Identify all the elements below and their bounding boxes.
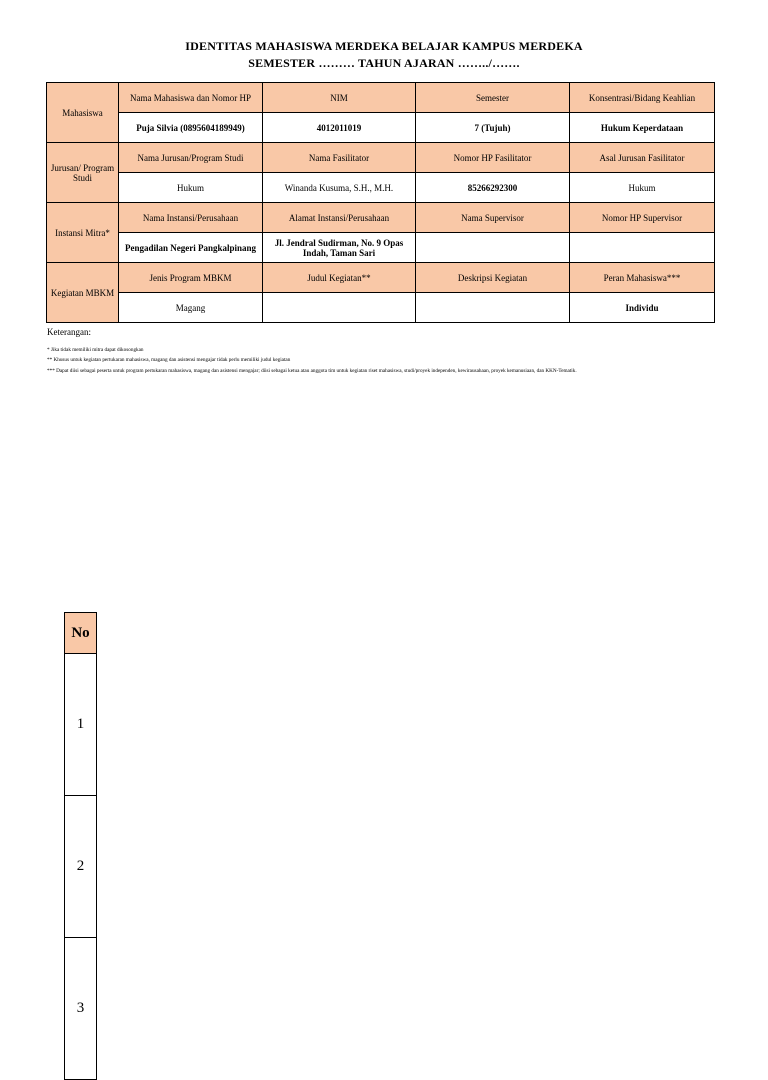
table-row [47, 113, 715, 143]
notes-heading: Keterangan: [47, 327, 91, 337]
number-header: No [65, 613, 97, 654]
header-cell: Nama Mahasiswa dan Nomor HP [119, 83, 263, 113]
header-cell: Judul Kegiatan** [263, 263, 416, 293]
footnote-1: * Jika tidak memiliki mitra dapat dikosongkan [47, 347, 144, 353]
header-cell: Peran Mahasiswa*** [570, 263, 715, 293]
number-table [64, 612, 97, 1080]
value-cell: Individu [570, 293, 715, 323]
header-cell: Nama Fasilitator [263, 143, 416, 173]
header-cell: Asal Jurusan Fasilitator [570, 143, 715, 173]
document-title: IDENTITAS MAHASISWA MERDEKA BELAJAR KAMPUS MERDEKA [185, 39, 583, 53]
footnote-3: *** Dapat diisi sebagai peserta untuk program pertukaran mahasiswa, magang dan asistensi mengajar; diisi sebagai ketua atau anggota tim untuk kegiatan riset mahasiswa, studi/proyek independen, kewirausahaan, proyek kemanusiaan, dan KKN-Tematik. [47, 368, 577, 374]
section-label-jurusan: Jurusan/ Program Studi [47, 143, 119, 203]
table-row [47, 83, 715, 113]
table-row [65, 938, 97, 1080]
value-cell: Magang [119, 293, 263, 323]
value-cell [416, 293, 570, 323]
number-cell: 2 [65, 796, 97, 938]
value-cell: Hukum Keperdataan [570, 113, 715, 143]
section-label-kegiatan: Kegiatan MBKM [47, 263, 119, 323]
header-cell: NIM [263, 83, 416, 113]
value-cell: 85266292300 [416, 173, 570, 203]
header-cell: Semester [416, 83, 570, 113]
header-cell: Nama Supervisor [416, 203, 570, 233]
number-cell: 3 [65, 938, 97, 1080]
value-cell [263, 293, 416, 323]
value-cell: Winanda Kusuma, S.H., M.H. [263, 173, 416, 203]
section-label-instansi: Instansi Mitra* [47, 203, 119, 263]
value-cell: Hukum [119, 173, 263, 203]
header-cell: Alamat Instansi/Perusahaan [263, 203, 416, 233]
table-row [47, 293, 715, 323]
table-row [47, 173, 715, 203]
value-cell: 7 (Tujuh) [416, 113, 570, 143]
value-cell: Hukum [570, 173, 715, 203]
footnote-2: ** Khusus untuk kegiatan pertukaran mahasiswa, magang dan asistensi mengajar tidak perlu memiliki judul kegiatan [47, 357, 291, 363]
header-cell: Nomor HP Fasilitator [416, 143, 570, 173]
header-cell: Jenis Program MBKM [119, 263, 263, 293]
document-subtitle: SEMESTER ……… TAHUN AJARAN ……../……. [248, 56, 520, 70]
value-cell: 4012011019 [263, 113, 416, 143]
table-row [65, 654, 97, 796]
value-cell: Puja Silvia (0895604189949) [119, 113, 263, 143]
identity-table [46, 82, 715, 323]
header-cell: Konsentrasi/Bidang Keahlian [570, 83, 715, 113]
value-cell [416, 233, 570, 263]
table-row [47, 203, 715, 233]
header-cell: Deskripsi Kegiatan [416, 263, 570, 293]
number-cell: 1 [65, 654, 97, 796]
table-row [65, 613, 97, 654]
value-cell [570, 233, 715, 263]
header-cell: Nama Jurusan/Program Studi [119, 143, 263, 173]
table-row [47, 143, 715, 173]
header-cell: Nomor HP Supervisor [570, 203, 715, 233]
table-row [65, 796, 97, 938]
table-row [47, 263, 715, 293]
value-cell: Pengadilan Negeri Pangkalpinang [119, 233, 263, 263]
value-cell: Jl. Jendral Sudirman, No. 9 Opas Indah, Taman Sari [263, 233, 416, 263]
section-label-mahasiswa: Mahasiswa [47, 83, 119, 143]
header-cell: Nama Instansi/Perusahaan [119, 203, 263, 233]
table-row [47, 233, 715, 263]
